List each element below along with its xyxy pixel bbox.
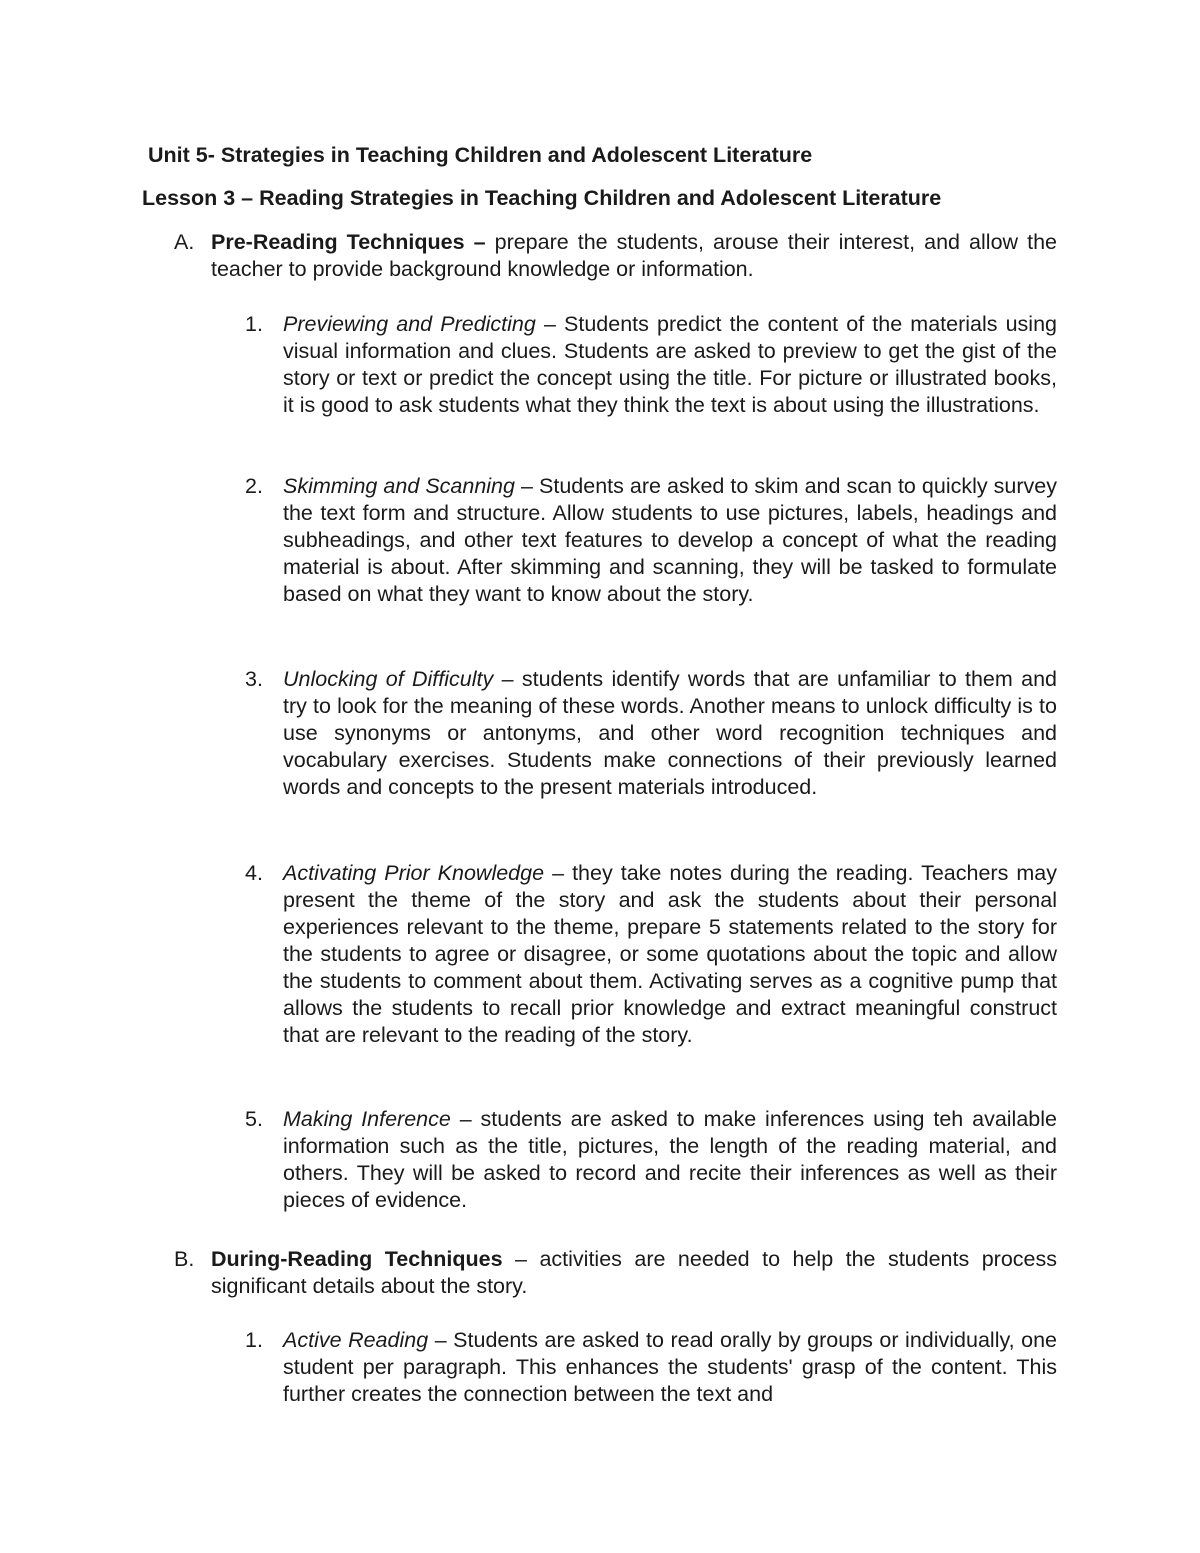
list-item-text: – Students predict the content of the materials using visual information and clues. Students are asked to preview to get the gist of the story or text or predict the concept using the title. For picture or illustrated books, it is good to ask students what they think the text is about using the illustrations. bbox=[283, 312, 1057, 417]
section-a bbox=[174, 229, 1057, 283]
list-item-number: 3. bbox=[245, 667, 263, 691]
list-item-text: – they take notes during the reading. Teachers may present the theme of the story and ask the students about their personal experiences relevant to the theme, prepare 5 statements related to the story for the students to agree or disagree, or some quotations about the topic and allow the students to comment about them. Activating serves as a cognitive pump that allows the students to recall prior knowledge and extract meaningful construct that are relevant to the reading of the story. bbox=[283, 861, 1057, 1047]
section-description: – activities are needed to help the students process significant details about the story. bbox=[211, 1247, 1057, 1298]
list-item bbox=[245, 473, 1057, 608]
list-item-text: – students are asked to make inferences using teh available information such as the title, pictures, the length of the reading material, and others. They will be asked to record and recite their inferences as well as their pieces of evidence. bbox=[283, 1107, 1057, 1212]
list-item-term: Activating Prior Knowledge bbox=[283, 861, 545, 885]
list-item-text: – students identify words that are unfamiliar to them and try to look for the meaning of these words. Another means to unlock difficulty is to use synonyms or antonyms, and other word recognition techniques and vocabulary exercises. Students make connections of their previously learned words and concepts to the present materials introduced. bbox=[283, 667, 1057, 799]
list-item-term: Active Reading bbox=[283, 1328, 429, 1352]
section-heading: During-Reading Techniques bbox=[211, 1247, 503, 1271]
section-letter: A. bbox=[174, 230, 195, 254]
list-item bbox=[245, 860, 1057, 1049]
list-item-term: Making Inference bbox=[283, 1107, 451, 1131]
list-item-number: 5. bbox=[245, 1107, 263, 1131]
list-item bbox=[245, 311, 1057, 419]
unit-title: Unit 5- Strategies in Teaching Children and Adolescent Literature bbox=[148, 143, 813, 167]
section-heading: Pre-Reading Techniques – bbox=[211, 230, 486, 254]
list-item-term: Unlocking of Difficulty bbox=[283, 667, 494, 691]
list-item-term: Skimming and Scanning bbox=[283, 474, 515, 498]
section-description: prepare the students, arouse their interest, and allow the teacher to provide background knowledge or information. bbox=[211, 230, 1057, 281]
list-item bbox=[245, 1106, 1057, 1214]
list-item-number: 1. bbox=[245, 1328, 263, 1352]
section-b bbox=[174, 1246, 1057, 1300]
section-letter: B. bbox=[174, 1247, 195, 1271]
lesson-title: Lesson 3 – Reading Strategies in Teaching Children and Adolescent Literature bbox=[142, 186, 942, 210]
list-item bbox=[245, 666, 1057, 801]
list-item-number: 4. bbox=[245, 861, 263, 885]
list-item-text: – Students are asked to read orally by groups or individually, one student per paragraph. This enhances the students' grasp of the content. This further creates the connection between the text and bbox=[283, 1328, 1057, 1406]
list-item-number: 2. bbox=[245, 474, 263, 498]
list-item-number: 1. bbox=[245, 312, 263, 336]
list-item-term: Previewing and Predicting bbox=[283, 312, 536, 336]
list-item-text: – Students are asked to skim and scan to quickly survey the text form and structure. Allow students to use pictures, labels, headings and subheadings, and other text features to develop a concept of what the reading material is about. After skimming and scanning, they will be tasked to formulate based on what they want to know about the story. bbox=[283, 474, 1057, 606]
list-item bbox=[245, 1327, 1057, 1408]
